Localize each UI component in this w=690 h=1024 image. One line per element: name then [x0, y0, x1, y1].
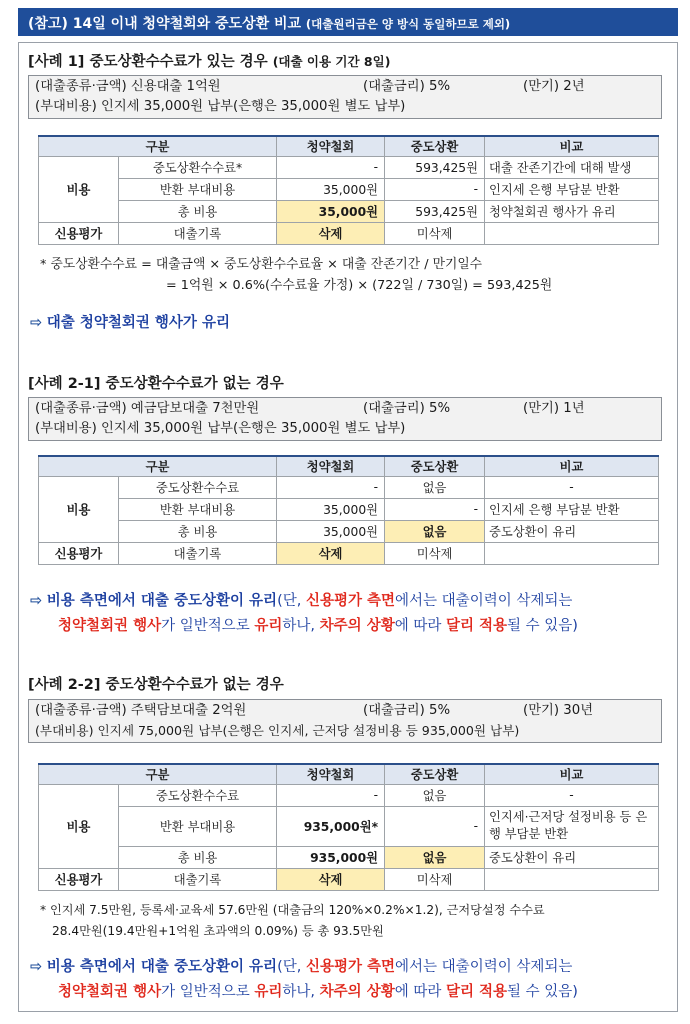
case22-footnote: * 인지세 7.5만원, 등록세·교육세 57.6만원 (대출금의 120%×0.2%×1.2), 근저당설정 수수료 28.4만원(19.4만원+1억원 초과액의 0.09%) 등 총 93.5만원 — [40, 903, 545, 938]
case22-conclusion: ⇨ 비용 측면에서 대출 중도상환이 유리(단, 신용평가 측면에서는 대출이력이 삭제되는 청약철회권 행사가 일반적으로 유리하나, 차주의 상황에 따라 달리 적용될 수 있음) — [30, 959, 578, 1000]
case21-table — [38, 455, 659, 565]
table-row: 비용 중도상환수수료 - 없음 - — [39, 784, 659, 806]
case22-table — [38, 763, 659, 891]
case21-info-box: (대출종류·금액) 예금담보대출 7천만원 (대출금리) 5% (만기) 1년 (부대비용) 인지세 35,000원 납부(은행은 35,000원 별도 납부) — [28, 397, 662, 441]
table-header-row: 구분 청약철회 중도상환 비교 — [39, 764, 659, 784]
page-header — [18, 8, 678, 36]
table-row: 반환 부대비용 35,000원 - 인지세 은행 부담분 반환 — [39, 178, 659, 200]
case1-info-box — [28, 75, 662, 119]
table-row: 반환 부대비용 935,000원* - 인지세·근저당 설정비용 등 은행 부담분 반환 — [39, 806, 659, 846]
table-row: 총 비용 35,000원 593,425원 청약철회권 행사가 유리 — [39, 200, 659, 222]
case1-extra-cost: (부대비용) 인지세 35,000원 납부(은행은 35,000원 별도 납부) — [35, 99, 406, 114]
table-row: 총 비용 935,000원 없음 중도상환이 유리 — [39, 846, 659, 868]
table-row: 신용평가 대출기록 삭제 미삭제 — [39, 542, 659, 564]
case1-conclusion: ⇨ 대출 청약철회권 행사가 유리 — [30, 315, 230, 331]
case22-title: [사례 2-2] 중도상환수수료가 없는 경우 — [28, 677, 284, 693]
case1-maturity: (만기) 2년 — [523, 79, 585, 94]
case22-info-box: (대출종류·금액) 주택담보대출 2억원 (대출금리) 5% (만기) 30년 (부대비용) 인지세 75,000원 납부(은행은 인지세, 근저당 설정비용 등 935,000원 납부) — [28, 699, 662, 743]
case1-title: [사례 1] 중도상환수수료가 있는 경우 (대출 이용 기간 8일) — [28, 54, 391, 70]
case1-loan-type: (대출종류·금액) 신용대출 1억원 — [35, 79, 221, 94]
case21-title: [사례 2-1] 중도상환수수료가 없는 경우 — [28, 376, 284, 392]
table-row: 신용평가 대출기록 삭제 미삭제 — [39, 868, 659, 890]
table-row: 비용 중도상환수수료 - 없음 - — [39, 476, 659, 498]
header-title: (참고) 14일 이내 청약철회와 중도상환 비교 — [28, 16, 302, 32]
table-header-row: 구분 청약철회 중도상환 비교 — [39, 456, 659, 476]
table-row: 비용 중도상환수수료* - 593,425원 대출 잔존기간에 대해 발생 — [39, 156, 659, 178]
case1-table — [38, 135, 659, 245]
case1-footnote: * 중도상환수수료 = 대출금액 × 중도상환수수료율 × 대출 잔존기간 / 만기일수 = 1억원 × 0.6%(수수료율 가정) × (722일 / 730일) = 593,425원 — [40, 257, 553, 293]
header-subtitle: (대출원리금은 양 방식 동일하므로 제외) — [305, 17, 511, 31]
case21-conclusion: ⇨ 비용 측면에서 대출 중도상환이 유리(단, 신용평가 측면에서는 대출이력이 삭제되는 청약철회권 행사가 일반적으로 유리하나, 차주의 상황에 따라 달리 적용될 수 있음) — [30, 593, 578, 634]
table-header-row: 구분 청약철회 중도상환 비교 — [39, 136, 659, 156]
table-row: 총 비용 35,000원 없음 중도상환이 유리 — [39, 520, 659, 542]
table-row: 반환 부대비용 35,000원 - 인지세 은행 부담분 반환 — [39, 498, 659, 520]
table-row: 신용평가 대출기록 삭제 미삭제 — [39, 222, 659, 244]
case1-rate: (대출금리) 5% — [363, 79, 451, 94]
